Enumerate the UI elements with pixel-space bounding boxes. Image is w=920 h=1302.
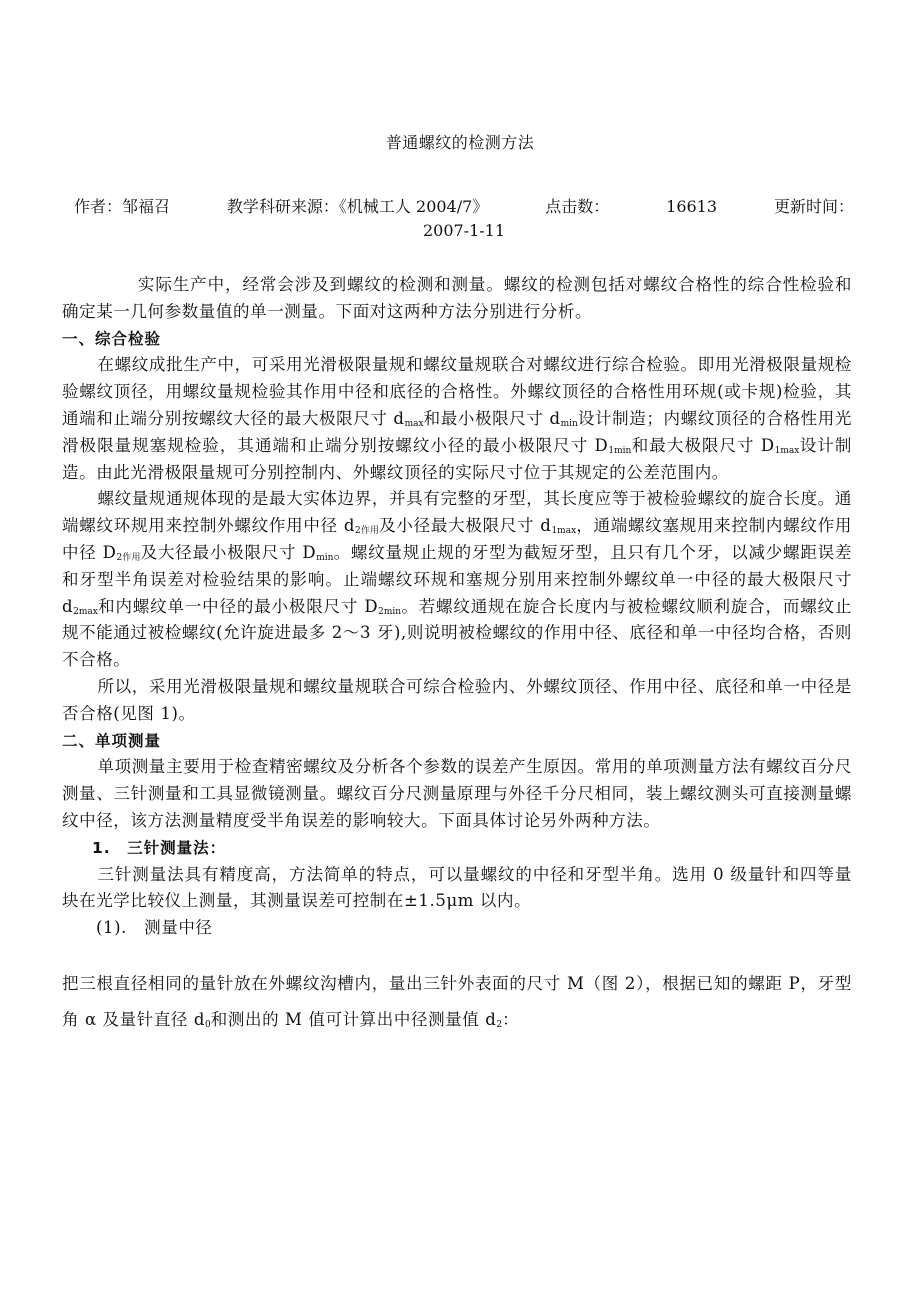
article-meta [74, 195, 854, 243]
updated-value: 2007-1-11 [422, 221, 506, 240]
updated-label: 更新时间： [773, 197, 854, 216]
source: 教学科研来源：《机械工人 2004/7》 [226, 197, 489, 216]
paragraph-conclusion: 所以，采用光滑极限量规和螺纹量规联合可综合检验内、外螺纹顶径、作用中径、底径和单一中径是否合格(见图 1)。 [62, 676, 852, 723]
paragraph-gauge-smooth: 在螺纹成批生产中，可采用光滑极限量规和螺纹量规联合对螺纹进行综合检验。即用光滑极限量规检验螺纹顶径，用螺纹量规检验其作用中径和底径的合格性。外螺纹顶径的合格性用环规(或卡规)检验，其通端和止端分别按螺纹大径的最大极限尺寸 $d_{max}$和最小极限尺寸 $d_{min}$设计制造；内螺纹顶径的合格性用光滑极限量规塞规检验，其通端和止端分别按螺纹小径的最小极限尺寸 $D_{1min}$和最大极限尺寸 $D_{1max}$设计制造。由此光滑极限量规可分别控制内、外螺纹顶径的实际尺寸位于其规定的公差范围内。 [62, 355, 853, 482]
intro-paragraph: 实际生产中，经常会涉及到螺纹的检测和测量。螺纹的检测包括对螺纹合格性的综合性检验和确定某一几何参数量值的单一测量。下面对这两种方法分别进行分析。 [62, 275, 852, 321]
hits-value: 16613 [666, 197, 718, 216]
section-heading-comprehensive: 一、综合检验 [62, 329, 162, 348]
hits-label: 点击数： [545, 197, 610, 216]
section-heading-single: 二、单项测量 [62, 731, 162, 750]
document-body [62, 272, 852, 1038]
subheading-three-wire: 1. 三针测量法： [92, 838, 227, 857]
document-title: 普通螺纹的检测方法 [385, 133, 535, 152]
list-item-measure-pitch-diameter: (1). 测量中径 [96, 918, 213, 938]
author: 作者：邹福召 [74, 197, 171, 216]
paragraph-gap [62, 942, 852, 966]
paragraph-single-measure: 单项测量主要用于检查精密螺纹及分析各个参数的误差产生原因。常用的单项测量方法有螺纹百分尺测量、三针测量和工具显微镜测量。螺纹百分尺测量原理与外径千分尺相同，装上螺纹测头可直接测量螺纹中径，该方法测量精度受半角误差的影响较大。下面具体讨论另外两种方法。 [62, 757, 852, 830]
paragraph-gauge-thread: 螺纹量规通规体现的是最大实体边界，并具有完整的牙型，其长度应等于被检验螺纹的旋合长度。通端螺纹环规用来控制外螺纹作用中径 $d_{2作用}$及小径最大极限尺寸 $d_{1max}$，通端螺纹塞规用来控制内螺纹作用中径 $D_{2作用}$及大径最小极限尺寸 $D_{min}$。螺纹量规止规的牙型为截短牙型，且只有几个牙，以减少螺距误差和牙型半角误差对检验结果的影响。止端螺纹环规和塞规分别用来控制外螺纹单一中径的最大极限尺寸 $d_{2max}$和内螺纹单一中径的最小极限尺寸 $D_{2min}$。若螺纹通规在旋合长度内与被检螺纹顺利旋合，而螺纹止规不能通过被检螺纹(允许旋进最多 2～3 牙),则说明被检螺纹的作用中径、底径和单一中径均合格，否则不合格。 [62, 489, 853, 670]
paragraph-three-wire-method: 把三根直径相同的量针放在外螺纹沟槽内，量出三针外表面的尺寸 M（图 2），根据已知的螺距 P，牙型角 α 及量针直径 $d_0$和测出的 M 值可计算出中径测量值 $d_2$： [62, 973, 852, 1030]
paragraph-three-wire: 三针测量法具有精度高，方法简单的特点，可以量螺纹的中径和牙型半角。选用 0 级量针和四等量块在光学比较仪上测量，其测量误差可控制在±1.5μm 以内。 [62, 864, 852, 911]
